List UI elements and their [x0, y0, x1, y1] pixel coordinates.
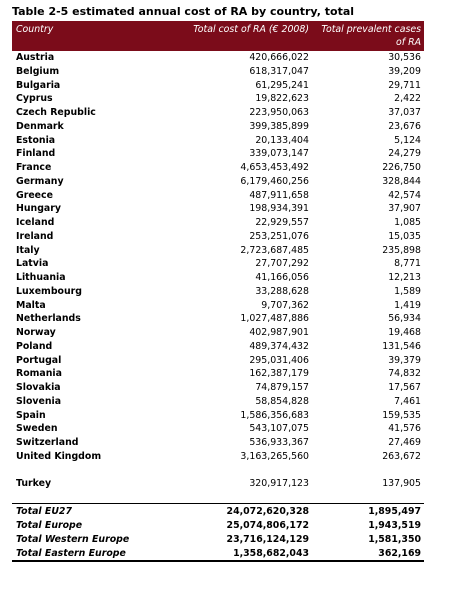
table-row	[12, 202, 424, 216]
cases-cell: 42,574	[388, 189, 421, 201]
country-cell: Netherlands	[16, 313, 81, 325]
cases-cell: 1,895,497	[312, 504, 424, 519]
cases-cell: 226,750	[382, 162, 421, 173]
table-row	[12, 92, 424, 106]
cost-cell: 4,653,453,492	[240, 162, 309, 173]
country-cell: Portugal	[16, 354, 62, 366]
table-row	[12, 216, 424, 230]
cases-cell: 39,209	[388, 65, 421, 77]
table-row	[12, 450, 424, 464]
cases-cell: 30,536	[388, 52, 421, 63]
cost-cell: 20,133,404	[255, 134, 309, 146]
cost-cell: 399,385,899	[249, 120, 309, 132]
cases-cell: 8,771	[394, 258, 421, 270]
table-row	[12, 271, 424, 285]
country-cell: Luxembourg	[16, 285, 82, 297]
cost-cell: 489,374,432	[249, 340, 309, 352]
header-prevalent-cases: Total prevalent cases of RA	[312, 21, 424, 51]
table-row	[12, 340, 424, 354]
cases-cell: 29,711	[388, 79, 421, 91]
cases-cell: 41,576	[388, 423, 421, 435]
total-row	[12, 504, 424, 519]
cases-cell: 1,419	[394, 299, 421, 311]
total-row	[12, 519, 424, 533]
cases-cell: 17,567	[388, 382, 421, 393]
cost-cell: 320,917,123	[249, 477, 309, 489]
table-row	[12, 120, 424, 134]
cases-cell: 7,461	[394, 395, 421, 407]
country-cell: Total Western Europe	[16, 533, 130, 545]
cases-cell: 263,672	[382, 450, 421, 462]
cases-cell: 1,943,519	[368, 520, 421, 531]
table-row-turkey	[12, 477, 424, 491]
cases-cell: 235,898	[382, 244, 421, 256]
table-row	[12, 175, 424, 189]
cost-cell: 543,107,075	[249, 423, 309, 435]
cases-cell: 56,934	[388, 313, 421, 325]
cases-cell: 159,535	[382, 409, 421, 421]
cost-cell: 9,707,362	[261, 299, 309, 311]
country-cell: Denmark	[16, 120, 64, 132]
cases-cell: 15,035	[388, 230, 421, 242]
header-country: Country	[12, 21, 187, 51]
table-row	[12, 409, 424, 423]
cases-cell: 362,169	[312, 547, 424, 562]
table-row	[12, 65, 424, 79]
cost-cell: 74,879,157	[255, 382, 309, 393]
country-cell: Cyprus	[16, 93, 53, 105]
cost-cell: 58,854,828	[255, 395, 309, 407]
cost-cell: 402,987,901	[249, 327, 309, 338]
country-cell: France	[16, 162, 52, 173]
country-cell: Turkey	[16, 477, 52, 489]
cost-cell: 41,166,056	[255, 272, 309, 283]
country-cell: Lithuania	[16, 272, 66, 283]
table-row	[12, 257, 424, 271]
spacer-row	[12, 490, 424, 504]
country-cell: Germany	[16, 175, 64, 187]
country-cell: Ireland	[16, 230, 54, 242]
country-cell: Italy	[16, 244, 40, 256]
cost-cell: 253,251,076	[249, 230, 309, 242]
cost-cell: 339,073,147	[249, 148, 309, 160]
cost-cell: 23,716,124,129	[226, 533, 309, 545]
country-cell: Total Europe	[16, 520, 83, 531]
cost-cell: 536,933,367	[249, 437, 309, 448]
table-row	[12, 134, 424, 148]
table-row	[12, 381, 424, 395]
cases-cell: 1,589	[394, 285, 421, 297]
cost-cell: 2,723,687,485	[240, 244, 309, 256]
country-cell: Finland	[16, 148, 56, 160]
cost-cell: 198,934,391	[249, 203, 309, 215]
country-cell: Slovakia	[16, 382, 61, 393]
cost-cell: 24,072,620,328	[187, 504, 312, 519]
cost-cell: 33,288,628	[255, 285, 309, 297]
country-cell: Iceland	[16, 217, 55, 228]
country-cell: Slovenia	[16, 395, 62, 407]
country-cell: Spain	[16, 409, 46, 421]
cases-cell: 24,279	[388, 148, 421, 160]
cases-cell: 74,832	[388, 368, 421, 380]
table-title: Table 2-5 estimated annual cost of RA by country, total	[12, 5, 355, 18]
cost-cell: 1,358,682,043	[187, 547, 312, 562]
table-row	[12, 230, 424, 244]
table-row	[12, 299, 424, 313]
cases-cell: 37,037	[388, 107, 421, 118]
cost-cell: 1,586,356,683	[240, 409, 309, 421]
cases-cell: 23,676	[388, 120, 421, 132]
cases-cell: 1,085	[394, 217, 421, 228]
table-row	[12, 354, 424, 368]
table-row	[12, 51, 424, 65]
table-row	[12, 395, 424, 409]
country-cell: Total Eastern Europe	[12, 547, 187, 562]
country-cell: United Kingdom	[16, 450, 102, 462]
cases-cell: 1,581,350	[368, 533, 421, 545]
cost-cell: 618,317,047	[249, 65, 309, 77]
country-cell: Belgium	[16, 65, 60, 77]
country-cell: Estonia	[16, 134, 56, 146]
cases-cell: 137,905	[382, 477, 421, 489]
country-cell: Norway	[16, 327, 56, 338]
cost-cell: 223,950,063	[249, 107, 309, 118]
country-cell: Greece	[16, 189, 53, 201]
cost-cell: 61,295,241	[255, 79, 309, 91]
cost-cell: 22,929,557	[255, 217, 309, 228]
country-cell: Sweden	[16, 423, 58, 435]
table-body	[12, 51, 424, 561]
country-cell: Romania	[16, 368, 62, 380]
total-row	[12, 533, 424, 547]
header-total-cost: Total cost of RA (€ 2008)	[187, 21, 312, 51]
table-row	[12, 106, 424, 120]
cases-cell: 12,213	[388, 272, 421, 283]
country-cell: Latvia	[16, 258, 49, 270]
cost-cell: 487,911,658	[249, 189, 309, 201]
cost-cell: 19,822,623	[255, 93, 309, 105]
cases-cell: 328,844	[382, 175, 421, 187]
cost-cell: 27,707,292	[255, 258, 309, 270]
cost-cell: 3,163,265,560	[240, 450, 309, 462]
cost-cell: 1,027,487,886	[240, 313, 309, 325]
cases-cell: 19,468	[388, 327, 421, 338]
country-cell: Total EU27	[12, 504, 187, 519]
country-cell: Austria	[16, 52, 55, 63]
cost-cell: 162,387,179	[249, 368, 309, 380]
cases-cell: 27,469	[388, 437, 421, 448]
cases-cell: 5,124	[394, 134, 421, 146]
table-row	[12, 161, 424, 175]
table-row	[12, 244, 424, 258]
table-row	[12, 312, 424, 326]
table-row	[12, 436, 424, 450]
cases-cell: 37,907	[388, 203, 421, 215]
country-cell: Bulgaria	[16, 79, 61, 91]
country-cell: Switzerland	[16, 437, 79, 448]
cases-cell: 39,379	[388, 354, 421, 366]
ra-cost-table	[12, 21, 424, 562]
table-row	[12, 422, 424, 436]
cost-cell: 6,179,460,256	[240, 175, 309, 187]
country-cell: Czech Republic	[16, 107, 96, 118]
country-cell: Hungary	[16, 203, 61, 215]
table-row	[12, 326, 424, 340]
table-header-row	[12, 21, 424, 51]
cost-cell: 25,074,806,172	[226, 520, 309, 531]
total-row	[12, 547, 424, 562]
table-row	[12, 285, 424, 299]
table-row	[12, 79, 424, 93]
table-row	[12, 189, 424, 203]
table-row	[12, 367, 424, 381]
country-cell: Malta	[16, 299, 46, 311]
cost-cell: 295,031,406	[249, 354, 309, 366]
table-row	[12, 147, 424, 161]
cases-cell: 2,422	[394, 93, 421, 105]
country-cell: Poland	[16, 340, 53, 352]
spacer-row	[12, 464, 424, 477]
cost-cell: 420,666,022	[249, 52, 309, 63]
cases-cell: 131,546	[382, 340, 421, 352]
